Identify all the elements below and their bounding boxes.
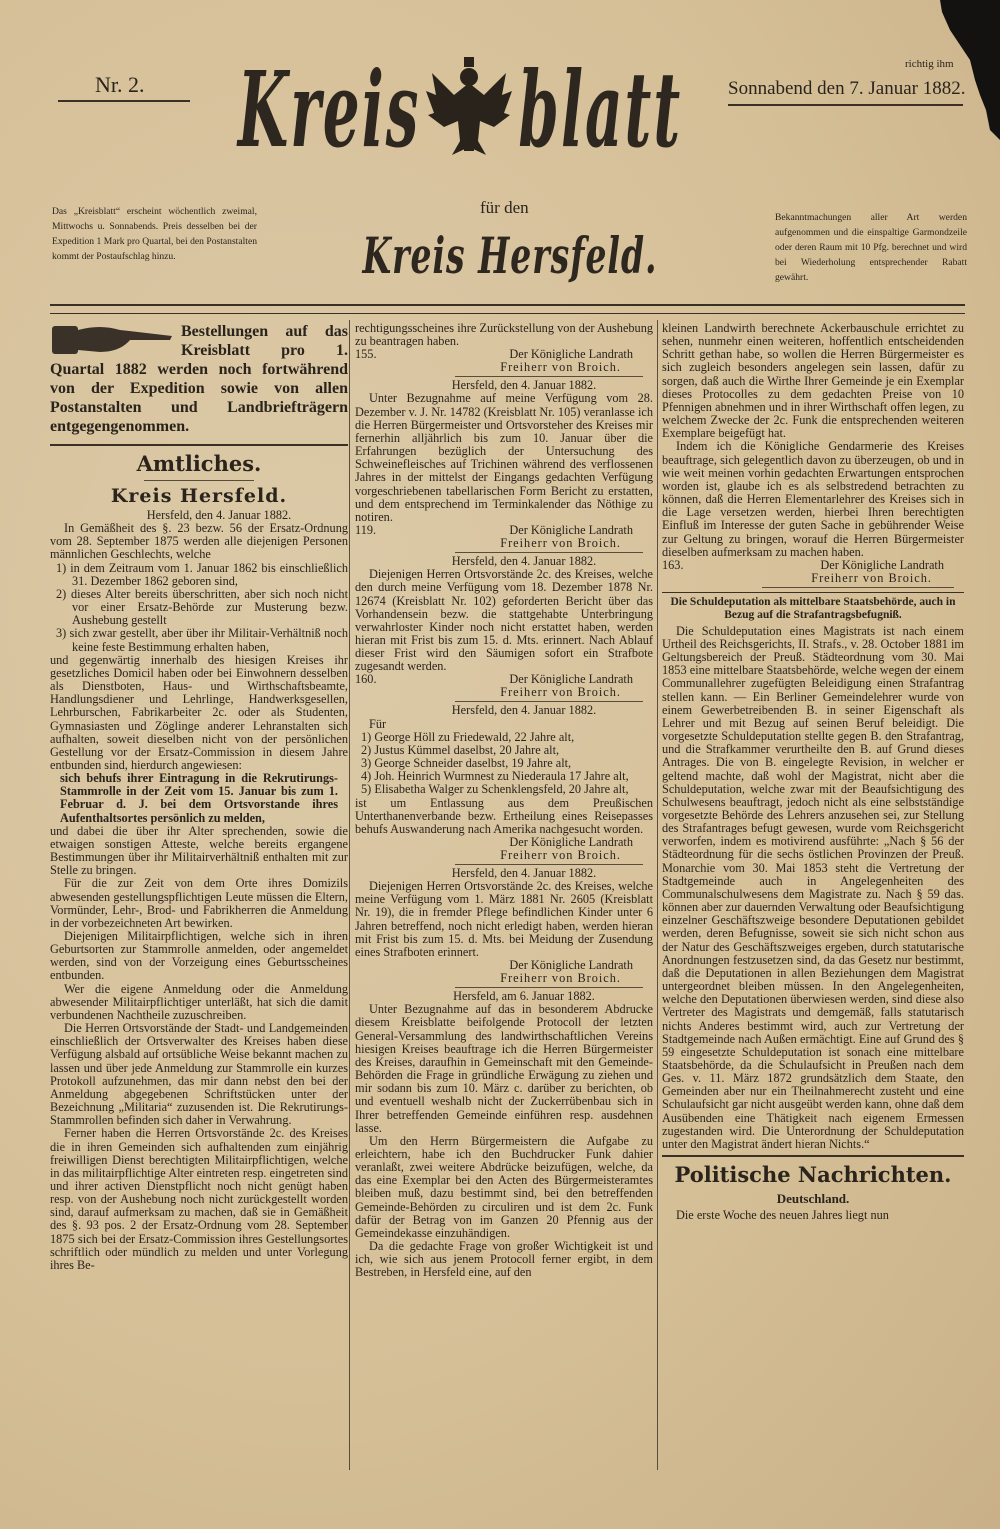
paragraph: Unter Bezugnahme auf meine Verfügung vom 28. Dezember v. J. Nr. 14782 (Kreisblatt Nr. 105) veranlasse ich die Herren Bürgermeister und Ortsvorsteher des Kreises mir fernerhin alljährlich bis zum 10. Januar über die Erfahrungen bezüglich der Untersuchung des Schweinefleisches auf Trichinen während des verflossenen Jahres in der mittelst der Eingangs gedachten Verfügung vorgeschriebenen tabellarischen Form Bericht zu erstatten, und dem entsprechend im Terminkalender das Nöthige zu notiren. bbox=[355, 391, 653, 524]
signature-title: Der Königliche Landrath bbox=[509, 523, 633, 538]
list-item: 1) George Höll zu Friedewald, 22 Jahre alt, bbox=[361, 729, 575, 744]
paragraph: Um den Herrn Bürgermeistern die Aufgabe zu erleichtern, habe ich den Buchdrucker Funk dahier veranlaßt, zwei weitere Abdrücke beizufügen, welche, da das eine Exemplar bei den Acten des Bürgermeisteramtes bleiben muß, dazu bestimmt sind, bei den betreffenden Gemeinde-Behörden zu circuliren und ist dem 2c. Funk dafür der Betrag von im Ganzen 20 Pfennig aus der Gemeindekasse einzuhändigen. bbox=[355, 1133, 653, 1240]
divider bbox=[455, 987, 643, 988]
pointing-hand-icon bbox=[50, 322, 175, 358]
emphasized-instruction: sich behufs ihrer Eintragung in die Rekrutirungs-Stammrolle in der Zeit vom 15. Januar bis zum 1. Februar d. J. bei dem Ortsvorstande ihres Aufenthaltsortes persönlich zu melden, bbox=[60, 771, 338, 825]
torn-fragment-text: richtig ihm bbox=[905, 58, 954, 70]
signature-title: Der Königliche Landrath bbox=[509, 958, 633, 973]
divider bbox=[58, 100, 190, 102]
paragraph: Die Herren Ortsvorstände der Stadt- und Landgemeinden einschließlich der Ortsverwalter des Kreises haben diese Verfügung alsbald auf ortsübliche Weise bekannt machen zu lassen und über jede Anmeldung zur Stammrolle ein kurzes Protokoll aufzunehmen, das mir dann nebst den bei der Anmeldung abgegebenen Schriftstücken unter der Bezeichnung „Militaria“ zuzusenden ist. Die Rekrutirungs-Stammrollen befinden sich daher in Verwahrung. bbox=[50, 1021, 348, 1128]
signature bbox=[355, 524, 653, 551]
column-2 bbox=[355, 322, 653, 1464]
paragraph: Diejenigen Herren Ortsvorstände 2c. des Kreises, welche den durch meine Verfügung vom 18. Dezember 1878 Nr. 12674 (Kreisblatt Nr. 102) geforderten Bericht über das Vorhandensein bezw. die stattgehabte Unterbringung verwahrloster Kinder noch nicht erstattet haben, werden hieran mit Frist bis zum 15. d. Mts. erinnert. Nach Ablauf dieser Frist wird den Säumigen sofort ein Strafbote zugesandt werden. bbox=[355, 567, 653, 674]
divider bbox=[455, 552, 643, 553]
masthead-title-right: blatt bbox=[518, 48, 683, 172]
list-item: 3) George Schneider daselbst, 19 Jahre alt, bbox=[361, 756, 572, 771]
divider bbox=[144, 480, 254, 481]
column-divider bbox=[657, 320, 658, 1470]
dateline: Hersfeld, am 6. Januar 1882. bbox=[453, 989, 595, 1004]
masthead bbox=[200, 40, 720, 180]
section-subheading: Kreis Hersfeld. bbox=[110, 485, 288, 507]
torn-paper-corner bbox=[920, 0, 1000, 140]
signature-title: Der Königliche Landrath bbox=[509, 347, 633, 362]
notice-number: 163. bbox=[662, 557, 684, 572]
paragraph: Diejenigen Militairpflichtigen, welche sich in ihren Geburtsorten zur Stammrolle anmelden, oder angemeldet werden, sind von der Vorzeigung eines Geburtsscheines entbunden. bbox=[50, 929, 348, 983]
paragraph: Indem ich die Königliche Gendarmerie des Kreises beauftrage, sich gelegentlich davon zu überzeugen, ob und in wie weit meinen vorhin gedachten Erwartungen entsprochen worden ist, glaube ich es als selbstredend betrachten zu können, daß die Herren Elementarlehrer des Kreises sich in die Lage versetzen werden, hierbei Ihren berechtigten Einfluß im Interesse der guten Sache in gebührender Weise zur Geltung zu bringen, worauf die Herren Bürgermeister dieselben aufmerksam zu machen haben. bbox=[662, 439, 964, 559]
paragraph: Diejenigen Herren Ortsvorstände 2c. des Kreises, welche meine Verfügung vom 1. März 1881 Nr. 2605 (Kreisblatt Nr. 19), die in fremder Pflege befindlichen Kinder unter 6 Jahren betreffend, noch nicht erledigt haben, werden hieran mit Frist bis zum 15. d. Mts. bei Meidung der Zusendung eines Strafboten erinnert. bbox=[355, 879, 653, 959]
paragraph: Die erste Woche des neuen Jahres liegt nun bbox=[676, 1208, 889, 1223]
divider bbox=[455, 376, 643, 377]
divider bbox=[455, 701, 643, 702]
notice-text: Bestellungen auf das Kreisblatt pro 1. Quartal 1882 werden noch fortwährend von der Expedition sowie von allen Postanstalten und Landbriefträgern entgegengenommen. bbox=[50, 323, 348, 435]
list-item: 2) Justus Kümmel daselbst, 20 Jahre alt, bbox=[361, 742, 560, 757]
section-heading: Politische Nachrichten. bbox=[674, 1162, 952, 1188]
signature-name: Freiherr von Broich. bbox=[811, 570, 932, 585]
divider bbox=[455, 864, 643, 865]
signature bbox=[355, 959, 653, 986]
column-3 bbox=[662, 322, 964, 1464]
signature-title: Der Königliche Landrath bbox=[509, 672, 633, 687]
subscription-info: Das „Kreisblatt“ erscheint wöchentlich zweimal, Mittwochs u. Sonnabends. Preis desselben bei der Expedition 1 Mark pro Quartal, bei den Postanstalten kommt der Postaufschlag hinzu. bbox=[52, 206, 257, 262]
header-divider bbox=[50, 304, 965, 314]
list-item: 1) in dem Zeitraum vom 1. Januar 1862 bis einschließlich 31. Dezember 1862 geboren sind, bbox=[56, 560, 348, 588]
column-divider bbox=[349, 320, 350, 1470]
dateline: Hersfeld, den 4. Januar 1882. bbox=[451, 703, 597, 718]
list-item: 3) sich zwar gestellt, aber über ihr Militair-Verhältniß noch keine feste Bestimmung erhalten haben, bbox=[56, 626, 348, 654]
dateline: Hersfeld, den 4. Januar 1882. bbox=[146, 508, 292, 522]
signature-name: Freiherr von Broich. bbox=[500, 971, 621, 986]
signature bbox=[355, 836, 653, 863]
section-heading: Amtliches. bbox=[136, 451, 262, 476]
paragraph: und dabei die über ihr Alter sprechenden, sowie die etwaigen sonstigen Atteste, welche bereits ergangene Bestimmungen über ihr Militairverhältniß enthalten mit zur Stelle zu bringen. bbox=[50, 823, 348, 878]
signature-title: Der Königliche Landrath bbox=[509, 835, 633, 849]
signature-name: Freiherr von Broich. bbox=[500, 360, 621, 375]
subscription-notice bbox=[50, 322, 348, 446]
dateline: Hersfeld, den 4. Januar 1882. bbox=[451, 378, 597, 393]
divider bbox=[728, 104, 963, 106]
article-headline: Die Schuldeputation als mittelbare Staatsbehörde, auch in Bezug auf die Strafantragsbefugniß. bbox=[662, 592, 964, 625]
signature bbox=[355, 348, 653, 375]
subtitle: Kreis Hersfeld. bbox=[362, 226, 658, 285]
eagle-emblem-icon bbox=[424, 55, 514, 165]
paragraph: In Gemäßheit des §. 23 bezw. 56 der Ersatz-Ordnung vom 28. September 1875 werden alle diejenigen Personen männlichen Geschlechts, welche bbox=[50, 521, 348, 562]
paragraph: Ferner haben die Herren Ortsvorstände 2c. des Kreises die in ihren Gemeinden sich aufhaltenden zum einjährig freiwilligen Dienst berechtigten Militairpflichtigen, welche in das militairpflichtige Alter eintreten resp. eingetreten sind und ihrer activen Dienstpflicht noch nicht genügt haben resp. von der Aushebung noch nicht zurückgestellt worden sind, darauf aufmerksam zu machen, daß sie in Gemäßheit des §. 93 pos. 2 der Ersatz-Ordnung vom 28. September 1875 sich bei der Ersatz-Commission ihres Gestellungsortes schriftlich oder mündlich zu melden und unter Vorlegung ihres Be- bbox=[50, 1126, 348, 1272]
paragraph: rechtigungsscheines ihre Zurückstellung von der Aushebung zu beantragen haben. bbox=[355, 322, 653, 349]
subtitle-prefix: für den bbox=[480, 198, 529, 217]
divider bbox=[662, 1155, 964, 1157]
list-item: 5) Elisabetha Walger zu Schenklengsfeld, 20 Jahre alt, bbox=[361, 782, 629, 797]
signature bbox=[355, 673, 653, 700]
notice-number: 160. bbox=[355, 672, 377, 687]
list-item: 2) dieses Alter bereits überschritten, aber sich noch nicht vor einer Ersatz-Behörde zur Musterung bezw. Aushebung gestellt bbox=[56, 586, 348, 628]
paragraph: Für bbox=[369, 716, 387, 731]
dateline: Hersfeld, den 4. Januar 1882. bbox=[451, 554, 597, 569]
paragraph: Da die gedachte Frage von großer Wichtigkeit ist und ich, wie sich aus jenem Protocoll ferner ergibt, in dem Bestreben, in Hersfeld eine, auf den bbox=[355, 1239, 653, 1280]
signature-title: Der Königliche Landrath bbox=[820, 557, 944, 572]
notice-number: 155. bbox=[355, 347, 377, 362]
paragraph: Unter Bezugnahme auf das in besonderem Abdrucke diesem Kreisblatte beifolgende Protocoll der letzten General-Versammlung des landwirthschaftlichen Vereins hiesigen Kreises beauftrage ich die Herren Bürgermeister des Kreises, daraufhin in Gemeinschaft mit den Gemeinde-Behörden die Frage in gründliche Erwägung zu ziehen und mir sodann bis zum 10. März c. darüber zu berichten, ob und eventuell weshalb nicht der Zuckerrübenbau sich in Ihrer betreffenden Gemeinde einführen resp. ausdehnen lasse. bbox=[355, 1002, 653, 1135]
signature-name: Freiherr von Broich. bbox=[500, 685, 621, 700]
signature bbox=[662, 559, 964, 586]
region-heading: Deutschland. bbox=[776, 1191, 850, 1207]
column-1 bbox=[50, 322, 348, 1464]
paragraph: Für die zur Zeit von dem Orte ihres Domizils abwesenden gestellungspflichtigen Leute müssen die Eltern, Vormünder, Lehr-, Brod- und Fabrikherren die Anmeldung in der vorbezeichneten Art bewirken. bbox=[50, 876, 348, 930]
paragraph: Wer die eigene Anmeldung oder die Anmeldung abwesender Militairpflichtiger unterläßt, hat sich die damit verbundenen Nachtheile zuzuschreiben. bbox=[50, 981, 348, 1022]
list-item: 4) Joh. Heinrich Wurmnest zu Niederaula 17 Jahre alt, bbox=[361, 769, 629, 784]
paragraph: ist um Entlassung aus dem Preußischen Unterthanenverbande bezw. Ertheilung eines Reisepasses behufs Auswanderung nach Amerika nachgesucht worden. bbox=[355, 795, 653, 836]
dateline: Hersfeld, den 4. Januar 1882. bbox=[451, 866, 597, 880]
signature-name: Freiherr von Broich. bbox=[500, 848, 621, 862]
paragraph: kleinen Landwirth berechnete Ackerbauschule errichtet zu sehen, nunmehr einen weiteren, hoffentlich entscheidenden Schritt gethan habe, so wollen die Herren Bürgermeister es sich zugleich besonders angelegen sein lassen, dafür zu sorgen, daß auch die Wirthe Ihrer Gemeinde je ein Exemplar dieses Protocolles zu dem gedachten Preise von 10 Pfennigen abnehmen und in ihrer Wirthschaft offen legen, zu welchem Zwecke der 2c. Funk die entsprechenden weiteren Exemplare beigefügt hat. bbox=[662, 322, 964, 441]
paragraph: und gegenwärtig innerhalb des hiesigen Kreises ihr gesetzliches Domicil haben oder bei Einwohnern desselben als Dienstboten, Haus- und Wirthschaftsbeamte, Handlungsdiener und Lehrlinge, Handwerksgesellen, Lehrburschen, Fabrikarbeiter 2c. oder als Studenten, Gymnasiasten und Zöglinge anderer Lehranstalten sich aufhalten, soweit dieselben nicht von der persönlichen Gestellung vor der Ersatz-Commission in diesem Jahre entbunden sind, hierdurch angewiesen: bbox=[50, 652, 348, 772]
advertising-info: Bekanntmachungen aller Art werden aufgenommen und die einspaltige Garmondzeile oder deren Raum mit 10 Pfg. berechnet und wird bei Wiederholung entsprechender Rabatt gewährt. bbox=[775, 212, 967, 283]
divider bbox=[762, 587, 954, 588]
masthead-title-left: Kreis bbox=[237, 48, 421, 172]
signature-name: Freiherr von Broich. bbox=[500, 536, 621, 551]
paragraph: Die Schuldeputation eines Magistrats ist nach einem Urtheil des Reichsgerichts, II. Strafs., v. 28. October 1881 im Geltungsbereich der Preuß. Städteordnung vom 30. Mai 1853 eine mittelbare Staatsbehörde, welche wegen der einem Communallehrer zugefügten Beleidigung einen Strafantrag stellen kann. — Ein Berliner Gemeindelehrer wurde von einem Gewerbetreibenden B. in seiner Eigenschaft als Lehrer und mit Bezug auf seinen Beruf beleidigt. Die vorgesetzte Schuldeputation stellte gegen B. den Strafantrag, und die Strafkammer verurtheilte den B. auf Grund dieses Antrages. Die von B. eingelegte Revision, in welcher er geltend machte, daß wohl der Magistrat, nicht aber die Schuldeputation, welche zwar mit der Beaufsichtigung des Schulwesens beauftragt, jedoch nicht als eine selbstständige vorgesetzte Behörde des Lehrers anzusehen sei, zur Stellung des Strafantrages befugt gewesen, wurde vom Reichsgericht verworfen, indem es motivirend ausführte: „Nach § 56 der Städteordnung für die sechs östlichen Provinzen der Preuß. Monarchie vom 30. Mai 1853 steht die Vertretung der Stadtgemeinde auch in Angelegenheiten des Communalschulwesens dem Magistrate zu. Nach § 59 das. können aber zur dauernden Verwaltung oder Beaufsichtigung einzelner Geschäftszweige besondere Deputationen gebildet werden, deren Befugnisse, soweit sie sich nicht schon aus der Natur des Geschäftszweiges ergeben, durch statutarische Anordnungen festzusetzen sind, da das Gesetz nur bestimmt, daß die Deputationen in allen Beziehungen dem Magistrat untergeordnet bleiben müssen. In den Angelegenheiten, welche den Deputationen überwiesen werden, sind diese also Vertreter des Magistrats und demgemäß, falls statutarisch nichts Anderes bestimmt wird, auch zur Vertretung der Stadtgemeinde nach Außen ermächtigt. Eine auf Grund des § 59 eingesetzte Schuldeputation ist sonach eine mittelbare Staatsbehörde, da die Schulaufsicht in Preußen nach dem Ges. v. 11. März 1872 grundsätzlich dem Staate, den Gemeinden aber nur ein Theilnahmerecht zusteht und eine Schulaufsicht gar nicht ausgeübt werden kann, ohne daß dem Ausübenden eine Thätigkeit nach eigenem Ermessen zugestanden wird. Die Unterordnung der Schuldeputation unter den Magistrat ändert hieran Nichts.“ bbox=[662, 623, 964, 1151]
issue-date: Sonnabend den 7. Januar 1882. bbox=[728, 78, 966, 99]
notice-number: 119. bbox=[355, 523, 377, 538]
issue-number: Nr. 2. bbox=[95, 72, 145, 97]
